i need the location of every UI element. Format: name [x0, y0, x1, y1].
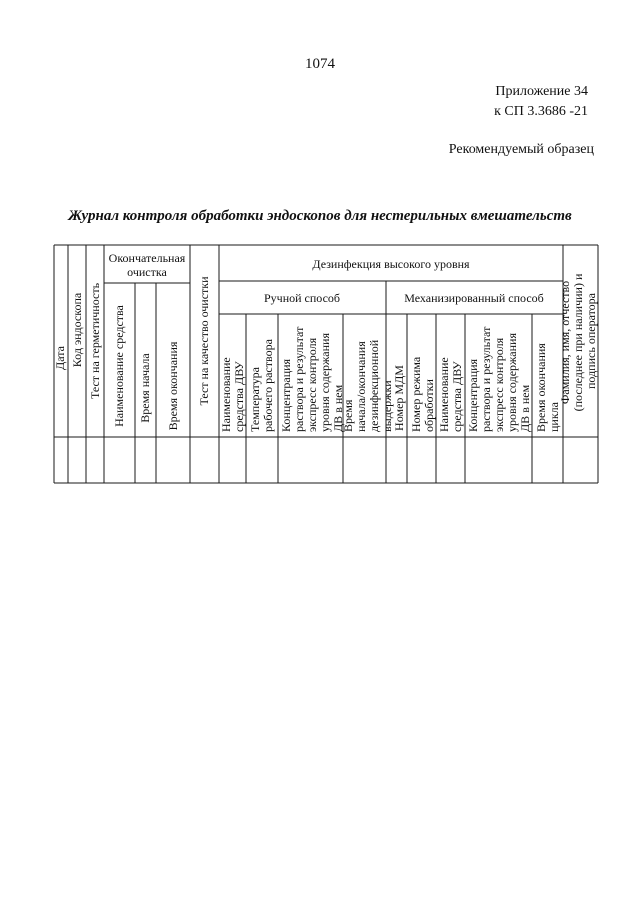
appendix-reference: к СП 3.3686 -21: [494, 104, 588, 119]
final-cleaning-agent-header: Наименование средства: [112, 305, 126, 427]
cycle-end-time-header: Время окончания цикла: [534, 343, 561, 432]
journal-title: Журнал контроля обработки эндоскопов для нестерильных вмешательств: [68, 208, 572, 224]
mdm-number-header: Номер МДМ: [392, 365, 406, 431]
appendix-label: Приложение 34: [495, 84, 588, 99]
page-number: 1074: [305, 56, 335, 72]
operator-column-header: Фамилия, имя, отчество (последнее при наличии) и подпись оператора: [558, 273, 598, 412]
cleaning-quality-test-header: Тест на качество очистки: [197, 276, 211, 406]
mode-number-header: Номер режима обработки: [409, 356, 436, 432]
final-cleaning-start-time-header: Время начала: [138, 353, 152, 423]
leak-test-column-header: Тест на герметичность: [88, 282, 102, 400]
manual-concentration-header: Концентрация раствора и результат экспресс контроля уровня содержания ДВ в нем: [279, 326, 345, 432]
endoscope-code-column-header: Код эндоскопа: [70, 292, 84, 368]
mechanized-method-header: Механизированный способ: [404, 291, 544, 305]
solution-temperature-header: Температура рабочего раствора: [248, 339, 275, 432]
hld-group-header: Дезинфекция высокого уровня: [312, 257, 470, 271]
final-cleaning-header-line1: Окончательная: [108, 251, 186, 265]
exposure-time-header: Время начала/окончания дезинфекционной выдержки: [341, 339, 394, 432]
final-cleaning-end-time-header: Время окончания: [166, 341, 180, 431]
mechanized-concentration-header: Концентрация раствора и результат экспресс контроля уровня содержания ДВ в нем: [466, 326, 532, 432]
manual-method-header: Ручной способ: [263, 291, 341, 305]
date-column-header: Дата: [53, 346, 67, 370]
manual-dvu-name-header: Наименование средства ДВУ: [219, 357, 246, 432]
recommended-sample-label: Рекомендуемый образец: [448, 142, 594, 157]
mechanized-dvu-name-header: Наименование средства ДВУ: [437, 357, 464, 432]
final-cleaning-header-line2: очистка: [127, 265, 167, 279]
